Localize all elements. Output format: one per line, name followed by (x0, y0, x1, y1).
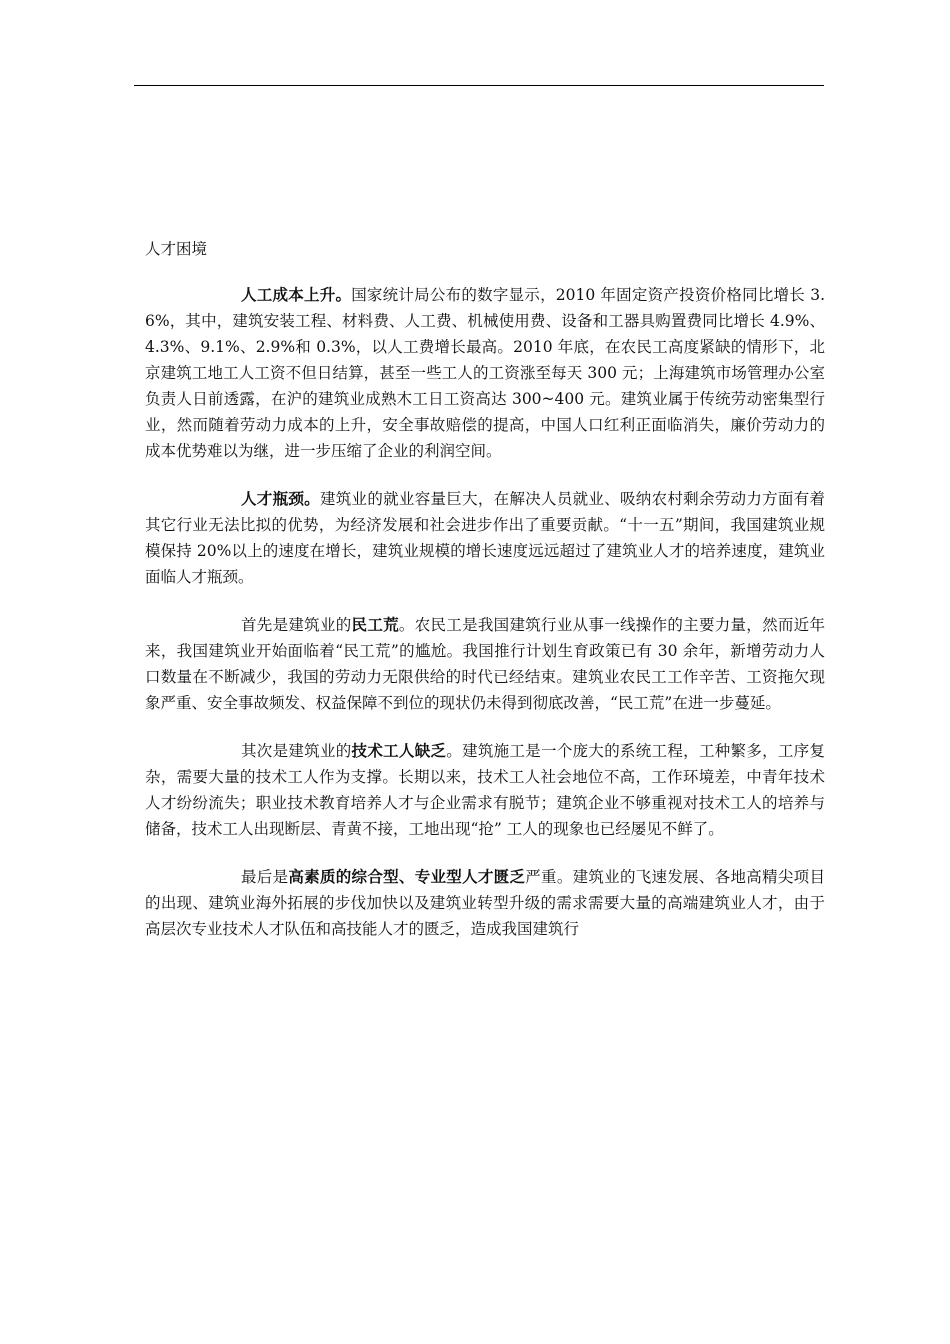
paragraph-body: 建筑业的就业容量巨大，在解决人员就业、吸纳农村剩余劳动力方面有着其它行业无法比拟的优势，为经济发展和社会进步作出了重要贡献。“十一五”期间，我国建筑业规模保持 20%以上的速度在增长，建筑业规模的增长速度远远超过了建筑业人才的培养速度，建筑业面临人才瓶颈。 (145, 490, 825, 586)
paragraph-labor-shortage (145, 612, 825, 716)
document-body (145, 236, 825, 964)
paragraph-lead: 最后是 (241, 868, 289, 886)
paragraph-labor-cost (145, 282, 825, 464)
paragraph-high-talent-shortage (145, 864, 825, 942)
paragraph-body: 。农民工是我国建筑行业从事一线操作的主要力量，然而近年来，我国建筑业开始面临着“民工荒”的尴尬。我国推行计划生育政策已有 30 余年，新增劳动力人口数量在不断减少，我国的劳动力无限供给的时代已经结束。建筑业农民工工作辛苦、工资拖欠现象严重、安全事故频发、权益保障不到位的现状仍未得到彻底改善，“民工荒”在进一步蔓延。 (145, 616, 825, 712)
paragraph-talent-bottleneck (145, 486, 825, 590)
paragraph-keyword: 人才瓶颈。 (241, 490, 320, 508)
section-title: 人才困境 (145, 240, 208, 258)
paragraph-lead: 首先是建筑业的 (241, 616, 352, 634)
paragraph-keyword: 民工荒 (351, 616, 399, 634)
header-rule (134, 85, 824, 86)
paragraph-skilled-worker-shortage (145, 738, 825, 842)
paragraph-lead: 其次是建筑业的 (241, 742, 352, 760)
paragraph-body: 。建筑施工是一个庞大的系统工程，工种繁多，工序复杂，需要大量的技术工人作为支撑。长期以来，技术工人社会地位不高，工作环境差，中青年技术人才纷纷流失；职业技术教育培养人才与企业需求有脱节；建筑企业不够重视对技术工人的培养与储备，技术工人出现断层、青黄不接，工地出现“抢” 工人的现象也已经屡见不鲜了。 (145, 742, 825, 838)
paragraph-keyword: 高素质的综合型、专业型人才匮乏 (288, 868, 526, 886)
paragraph-keyword: 技术工人缺乏 (351, 742, 447, 760)
paragraph-body: 国家统计局公布的数字显示，2010 年固定资产投资价格同比增长 3.6%，其中，建筑安装工程、材料费、人工费、机械使用费、设备和工器具购置费同比增长 4.9%、4.3%、9.1%、2.9%和 0.3%，以人工费增长最高。2010 年底，在农民工高度紧缺的情形下，北京建筑工地工人工资不但日结算，甚至一些工人的工资涨至每天 300 元；上海建筑市场管理办公室负责人日前透露，在沪的建筑业成熟木工日工资高达 300~400 元。建筑业属于传统劳动密集型行业，然而随着劳动力成本的上升，安全事故赔偿的提高，中国人口红利正面临消失，廉价劳动力的成本优势难以为继，进一步压缩了企业的利润空间。 (145, 286, 825, 460)
paragraph-keyword: 人工成本上升。 (241, 286, 352, 304)
paragraph-body: 严重。建筑业的飞速发展、各地高精尖项目的出现、建筑业海外拓展的步伐加快以及建筑业转型升级的需求需要大量的高端建筑业人才，由于高层次专业技术人才队伍和高技能人才的匮乏，造成我国建筑行 (145, 868, 825, 938)
